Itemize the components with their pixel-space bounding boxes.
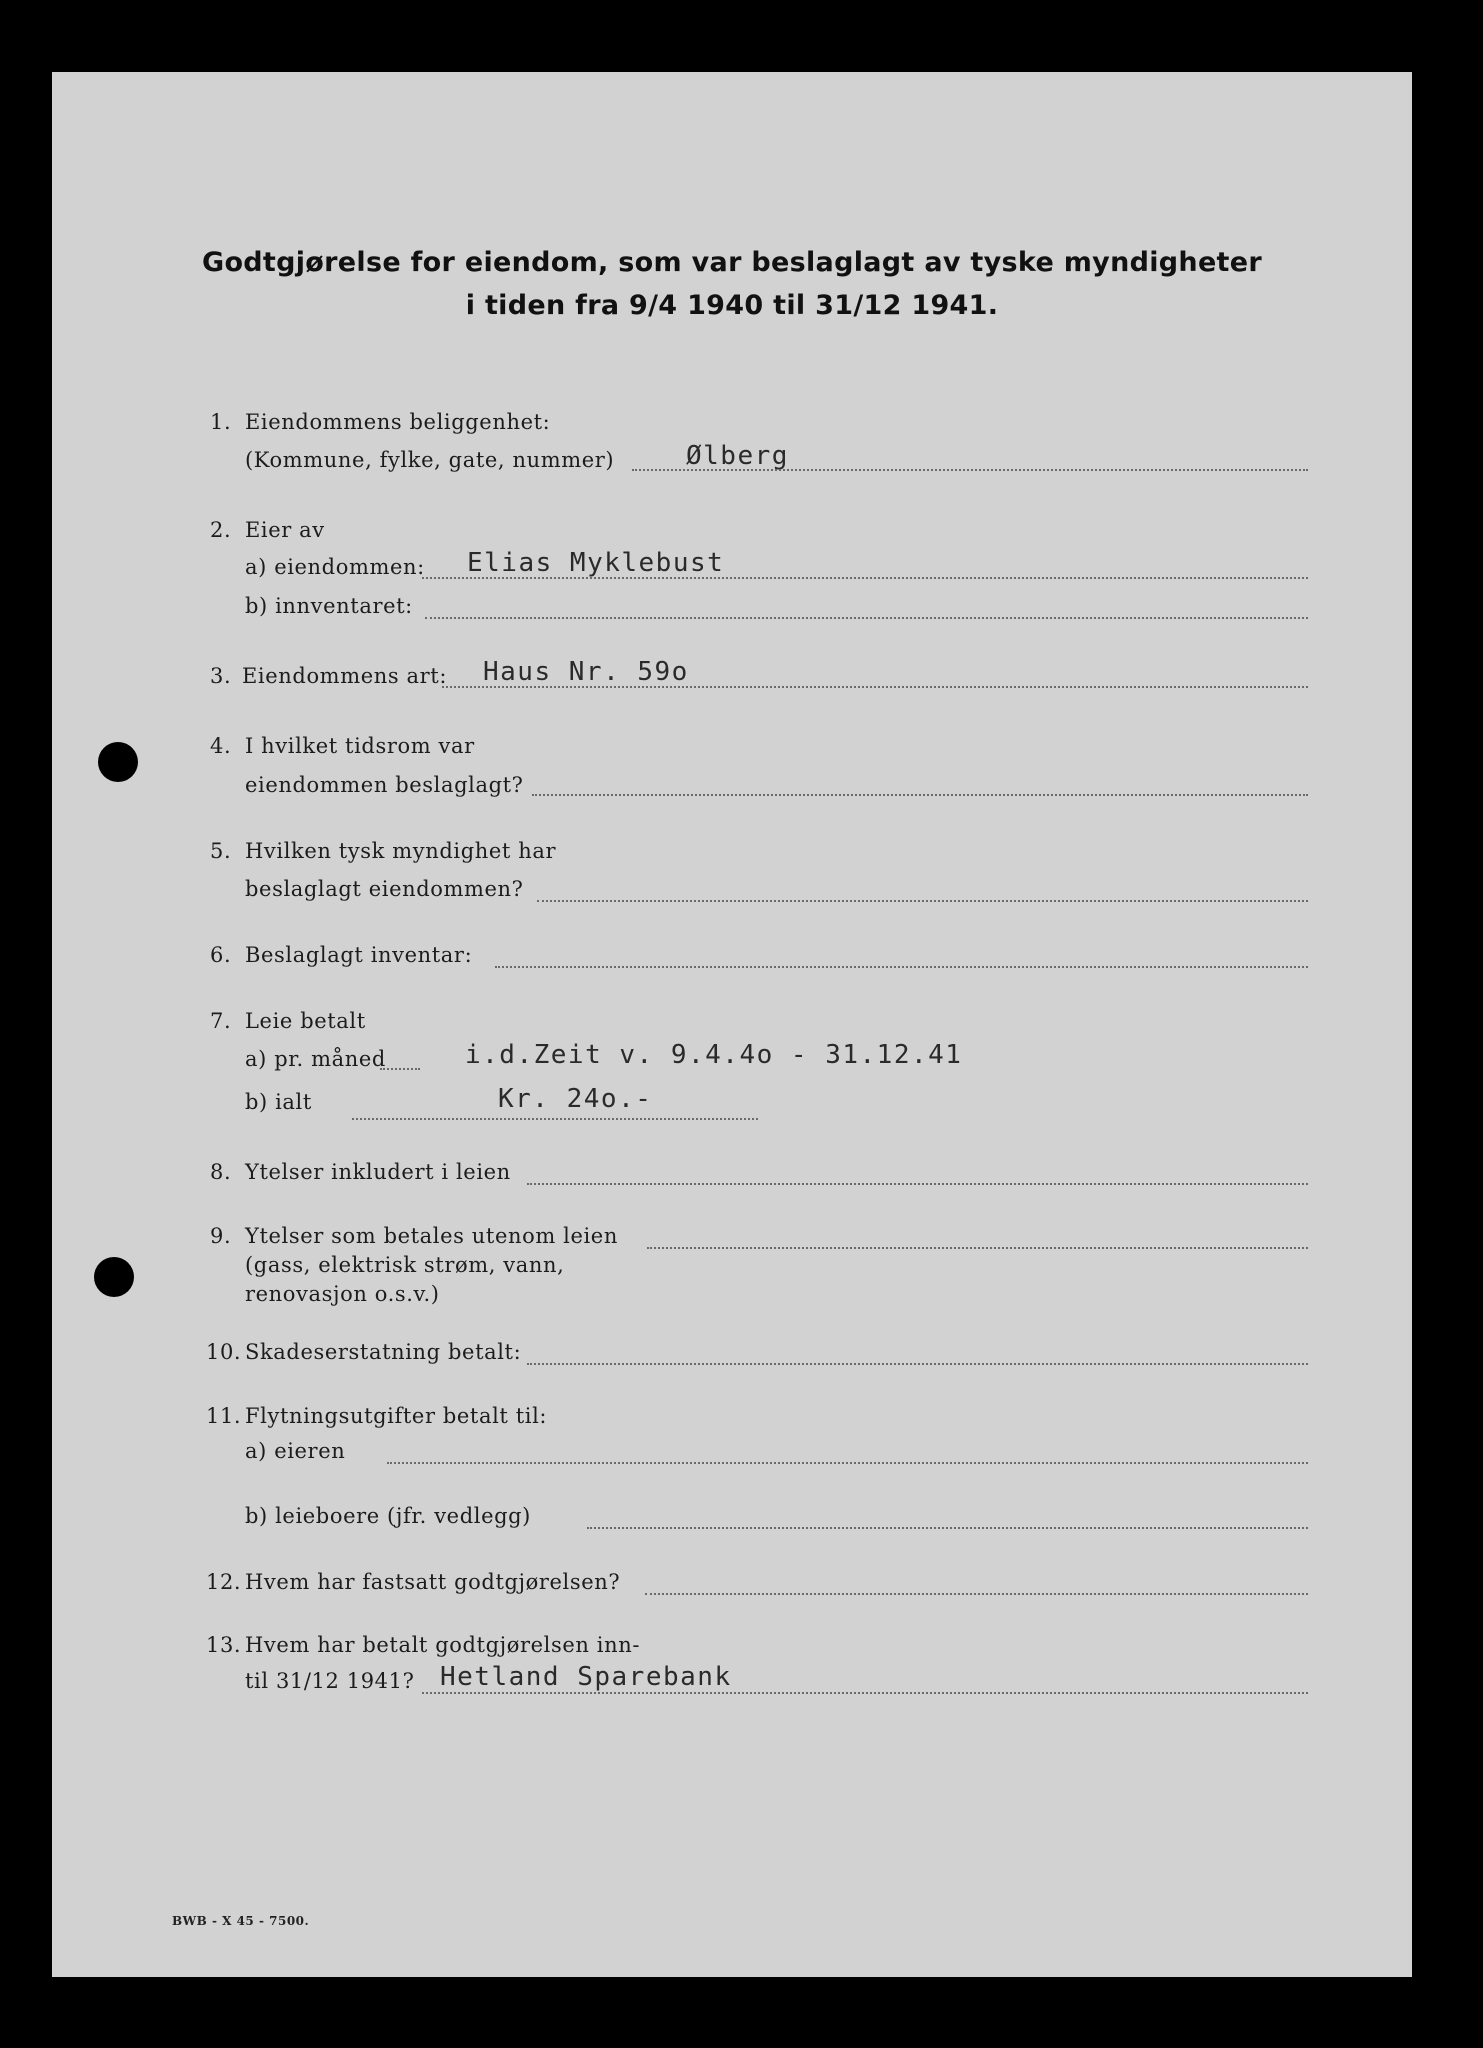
q12-number: 12. [206,1570,242,1594]
q1-answer-line [632,469,1308,471]
q12-label: Hvem har fastsatt godtgjørelsen? [245,1570,621,1594]
q7b-answer-line [352,1118,758,1120]
q11b-label: b) leieboere (jfr. vedlegg) [245,1504,531,1528]
punch-hole-top [98,742,138,782]
q7a-answer: i.d.Zeit v. 9.4.4o - 31.12.41 [465,1040,963,1070]
q11b-answer-line [587,1527,1308,1529]
q2b-label: b) innventaret: [245,594,413,618]
q2-label: Eier av [245,518,325,542]
q5-label: Hvilken tysk myndighet har [245,839,557,863]
q7a-label: a) pr. måned [245,1047,386,1071]
q9-label: Ytelser som betales utenom leien [245,1224,618,1248]
q3-answer-line [442,686,1308,688]
q1-answer: Ølberg [686,441,789,471]
q10-label: Skadeserstatning betalt: [245,1340,522,1364]
q7b-label: b) ialt [245,1090,312,1114]
q13-number: 13. [206,1633,242,1657]
form-title-line-1: Godtgjørelse for eiendom, som var beslaglagt av tyske myndigheter [201,247,1262,278]
q11a-label: a) eieren [245,1439,346,1463]
q11-number: 11. [206,1404,242,1428]
q9-number: 9. [210,1224,232,1248]
q8-answer-line [527,1183,1308,1185]
q7-label: Leie betalt [245,1009,366,1033]
q3-number: 3. [210,664,232,688]
q10-number: 10. [206,1340,242,1364]
print-code: BWB - X 45 - 7500. [172,1914,310,1928]
form-title-line-2: i tiden fra 9/4 1940 til 31/12 1941. [465,290,999,321]
q8-number: 8. [210,1160,232,1184]
q9-sublabel-1: (gass, elektrisk strøm, vann, [245,1253,565,1277]
q4-number: 4. [210,734,232,758]
q1-label: Eiendommens beliggenhet: [245,410,551,434]
q4-sublabel: eiendommen beslaglagt? [245,773,524,797]
q9-sublabel-2: renovasjon o.s.v.) [245,1282,440,1306]
q5-answer-line [537,900,1308,902]
q10-answer-line [527,1363,1308,1365]
q2b-answer-line [425,617,1308,619]
q4-label: I hvilket tidsrom var [245,734,475,758]
q3-label: Eiendommens art: [242,664,447,688]
q7b-answer: Kr. 24o.- [498,1084,653,1114]
q2a-label: a) eiendommen: [245,555,425,579]
q6-answer-line [495,966,1308,968]
q11-label: Flytningsutgifter betalt til: [245,1404,548,1428]
q2-number: 2. [210,518,232,542]
punch-hole-bottom [94,1257,134,1297]
q13-answer: Hetland Sparebank [440,1662,732,1692]
q12-answer-line [645,1593,1308,1595]
q4-answer-line [532,794,1308,796]
q8-label: Ytelser inkludert i leien [245,1160,511,1184]
q1-number: 1. [210,410,232,434]
q6-number: 6. [210,943,232,967]
q7-number: 7. [210,1009,232,1033]
q9-answer-line [647,1247,1308,1249]
q2a-answer: Elias Myklebust [467,548,725,578]
q2a-answer-line [422,577,1308,579]
q13-sublabel: til 31/12 1941? [245,1669,415,1693]
q1-sublabel: (Kommune, fylke, gate, nummer) [245,448,615,472]
q11a-answer-line [387,1462,1308,1464]
q13-answer-line [422,1692,1308,1694]
q6-label: Beslaglagt inventar: [245,943,473,967]
q3-answer: Haus Nr. 59o [483,657,689,687]
q5-number: 5. [210,839,232,863]
form-sheet [52,72,1412,1977]
q13-label: Hvem har betalt godtgjørelsen inn- [245,1633,641,1657]
q5-sublabel: beslaglagt eiendommen? [245,877,524,901]
q7a-leader-line [380,1068,420,1070]
